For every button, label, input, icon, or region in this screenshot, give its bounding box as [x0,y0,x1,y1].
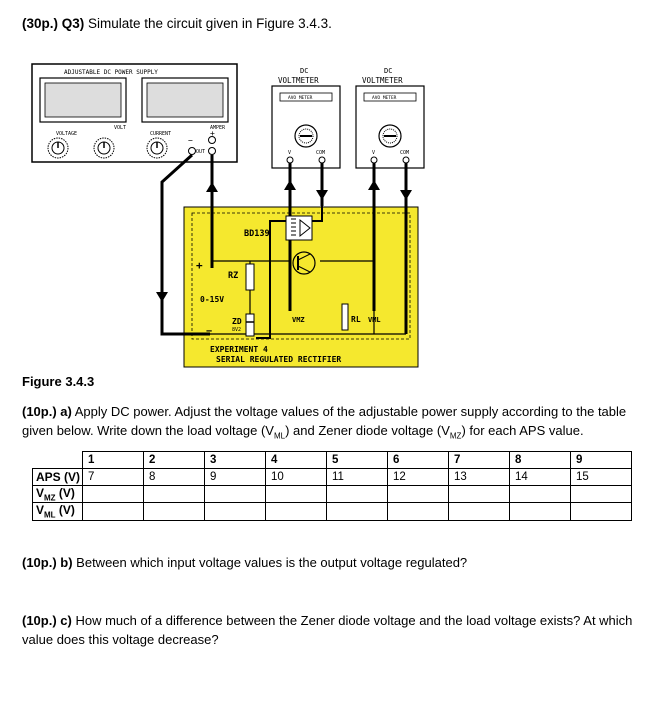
table-cell: 8 [144,469,205,486]
part-c-text [22,611,652,649]
vmz-label: VMZ [292,316,305,324]
question-title [22,16,332,31]
board-minus: − [206,326,213,337]
table-header-cell: 6 [388,452,449,469]
table-header-cell: 3 [205,452,266,469]
table-header-cell: 4 [266,452,327,469]
rl-label: RL [351,315,361,324]
figure-caption: Figure 3.4.3 [22,374,95,389]
table-cell[interactable] [266,486,327,503]
circuit-figure [20,56,440,376]
table-row [33,486,632,503]
part-a-text-3: ) for each APS value. [461,423,584,438]
table-header-cell: 2 [144,452,205,469]
voltmeter-2-v: V [372,150,376,156]
table-cell: 12 [388,469,449,486]
table-cell: 15 [571,469,632,486]
table-cell[interactable] [510,486,571,503]
table-cell[interactable] [388,503,449,520]
table-header-cell: 5 [327,452,388,469]
board-plus: + [196,259,203,272]
row-label-vmz-main: V [36,486,45,500]
table-cell[interactable] [449,486,510,503]
table-row [33,503,632,520]
experiment-label: EXPERIMENT 4 [210,345,268,354]
question-text: Simulate the circuit given in Figure 3.4.3. [84,16,332,31]
table-cell[interactable] [327,503,388,520]
table-cell: 10 [266,469,327,486]
range-label: 0-15V [200,295,225,304]
voltmeter-1-v: V [288,150,292,156]
table-cell[interactable] [83,486,144,503]
part-c-score: (10p.) c) [22,613,72,628]
zd-sub-label: 8V2 [232,327,242,333]
voltage-knob-1 [48,138,68,158]
table-header-cell: 7 [449,452,510,469]
rz-label: RZ [228,271,239,281]
table-row [33,469,632,486]
table-cell[interactable] [205,503,266,520]
voltmeter-1-brand: AVO METER [288,96,313,101]
current-knob-label: CURRENT [150,131,172,137]
part-a-sub-1: ML [273,431,286,441]
voltage-knob-label: VOLTAGE [56,131,78,137]
part-b-text [22,553,652,572]
table-cell: 14 [510,469,571,486]
voltmeter-1-title: DC [300,67,309,75]
table-cell[interactable] [449,503,510,520]
zd-label: ZD [232,317,242,326]
table-cell[interactable] [388,486,449,503]
row-label-aps: APS (V) [33,469,83,486]
table-header-row [33,452,632,469]
voltmeter-2-title: DC [384,67,393,75]
voltage-knob-2 [94,138,114,158]
table-cell[interactable] [205,486,266,503]
rl-resistor [342,304,348,330]
table-cell[interactable] [144,486,205,503]
table-cell[interactable] [144,503,205,520]
question-number: (30p.) Q3) [22,16,85,31]
volt-label: VOLT [114,125,127,131]
part-a-sub-2: MZ [449,431,462,441]
transistor-label: BD139 [244,229,270,239]
out-label: OUT [196,149,206,155]
table-cell: 11 [327,469,388,486]
rz-resistor [246,264,254,290]
table-cell[interactable] [327,486,388,503]
table-header-cell: 9 [571,452,632,469]
current-knob [147,138,167,158]
part-a-text-2: ) and Zener diode voltage (V [285,423,450,438]
voltmeter-1-subtitle: VOLTMETER [278,76,319,85]
plus-sign: + [210,129,215,138]
table-header-cell: 1 [83,452,144,469]
table-corner [33,452,83,469]
minus-sign: − [188,136,193,145]
table-cell: 9 [205,469,266,486]
experiment-sublabel: SERIAL REGULATED RECTIFIER [216,355,342,364]
zener-diode [246,314,254,336]
row-label-vml [33,503,83,520]
ampere-label: AMPER [210,125,226,131]
voltmeter-2-subtitle: VOLTMETER [362,76,403,85]
vml-label: VML [368,316,381,324]
voltmeter-1-com: COM [316,150,326,156]
table-cell: 13 [449,469,510,486]
voltmeter-2-brand: AVO METER [372,96,397,101]
part-b-score: (10p.) b) [22,555,73,570]
part-b-question: Between which input voltage values is the output voltage regulated? [72,555,468,570]
row-label-vml-sub: ML [44,510,56,520]
table-cell[interactable] [510,503,571,520]
table-cell[interactable] [571,503,632,520]
part-a-score: (10p.) a) [22,404,72,419]
part-c-question: How much of a difference between the Zener diode voltage and the load voltage exists? At which value does this voltage decrease? [22,613,633,647]
table-cell[interactable] [571,486,632,503]
row-label-vmz-unit: (V) [55,486,75,500]
row-label-vml-main: V [36,503,45,518]
part-a-text [22,402,652,446]
table-header-cell: 8 [510,452,571,469]
row-label-vml-unit: (V) [55,503,75,518]
aps-table [32,451,632,521]
part-a-text-1: Apply DC power. Adjust the voltage values of the adjustable power supply according to the table given below. Write down the load voltage (V [22,404,627,438]
power-supply-title: ADJUSTABLE DC POWER SUPPLY [64,69,158,76]
row-label-vmz [33,486,83,503]
table-cell[interactable] [83,503,144,520]
table-cell: 7 [83,469,144,486]
row-label-vmz-sub: MZ [44,493,56,503]
table-cell[interactable] [266,503,327,520]
voltmeter-2-com: COM [400,150,410,156]
